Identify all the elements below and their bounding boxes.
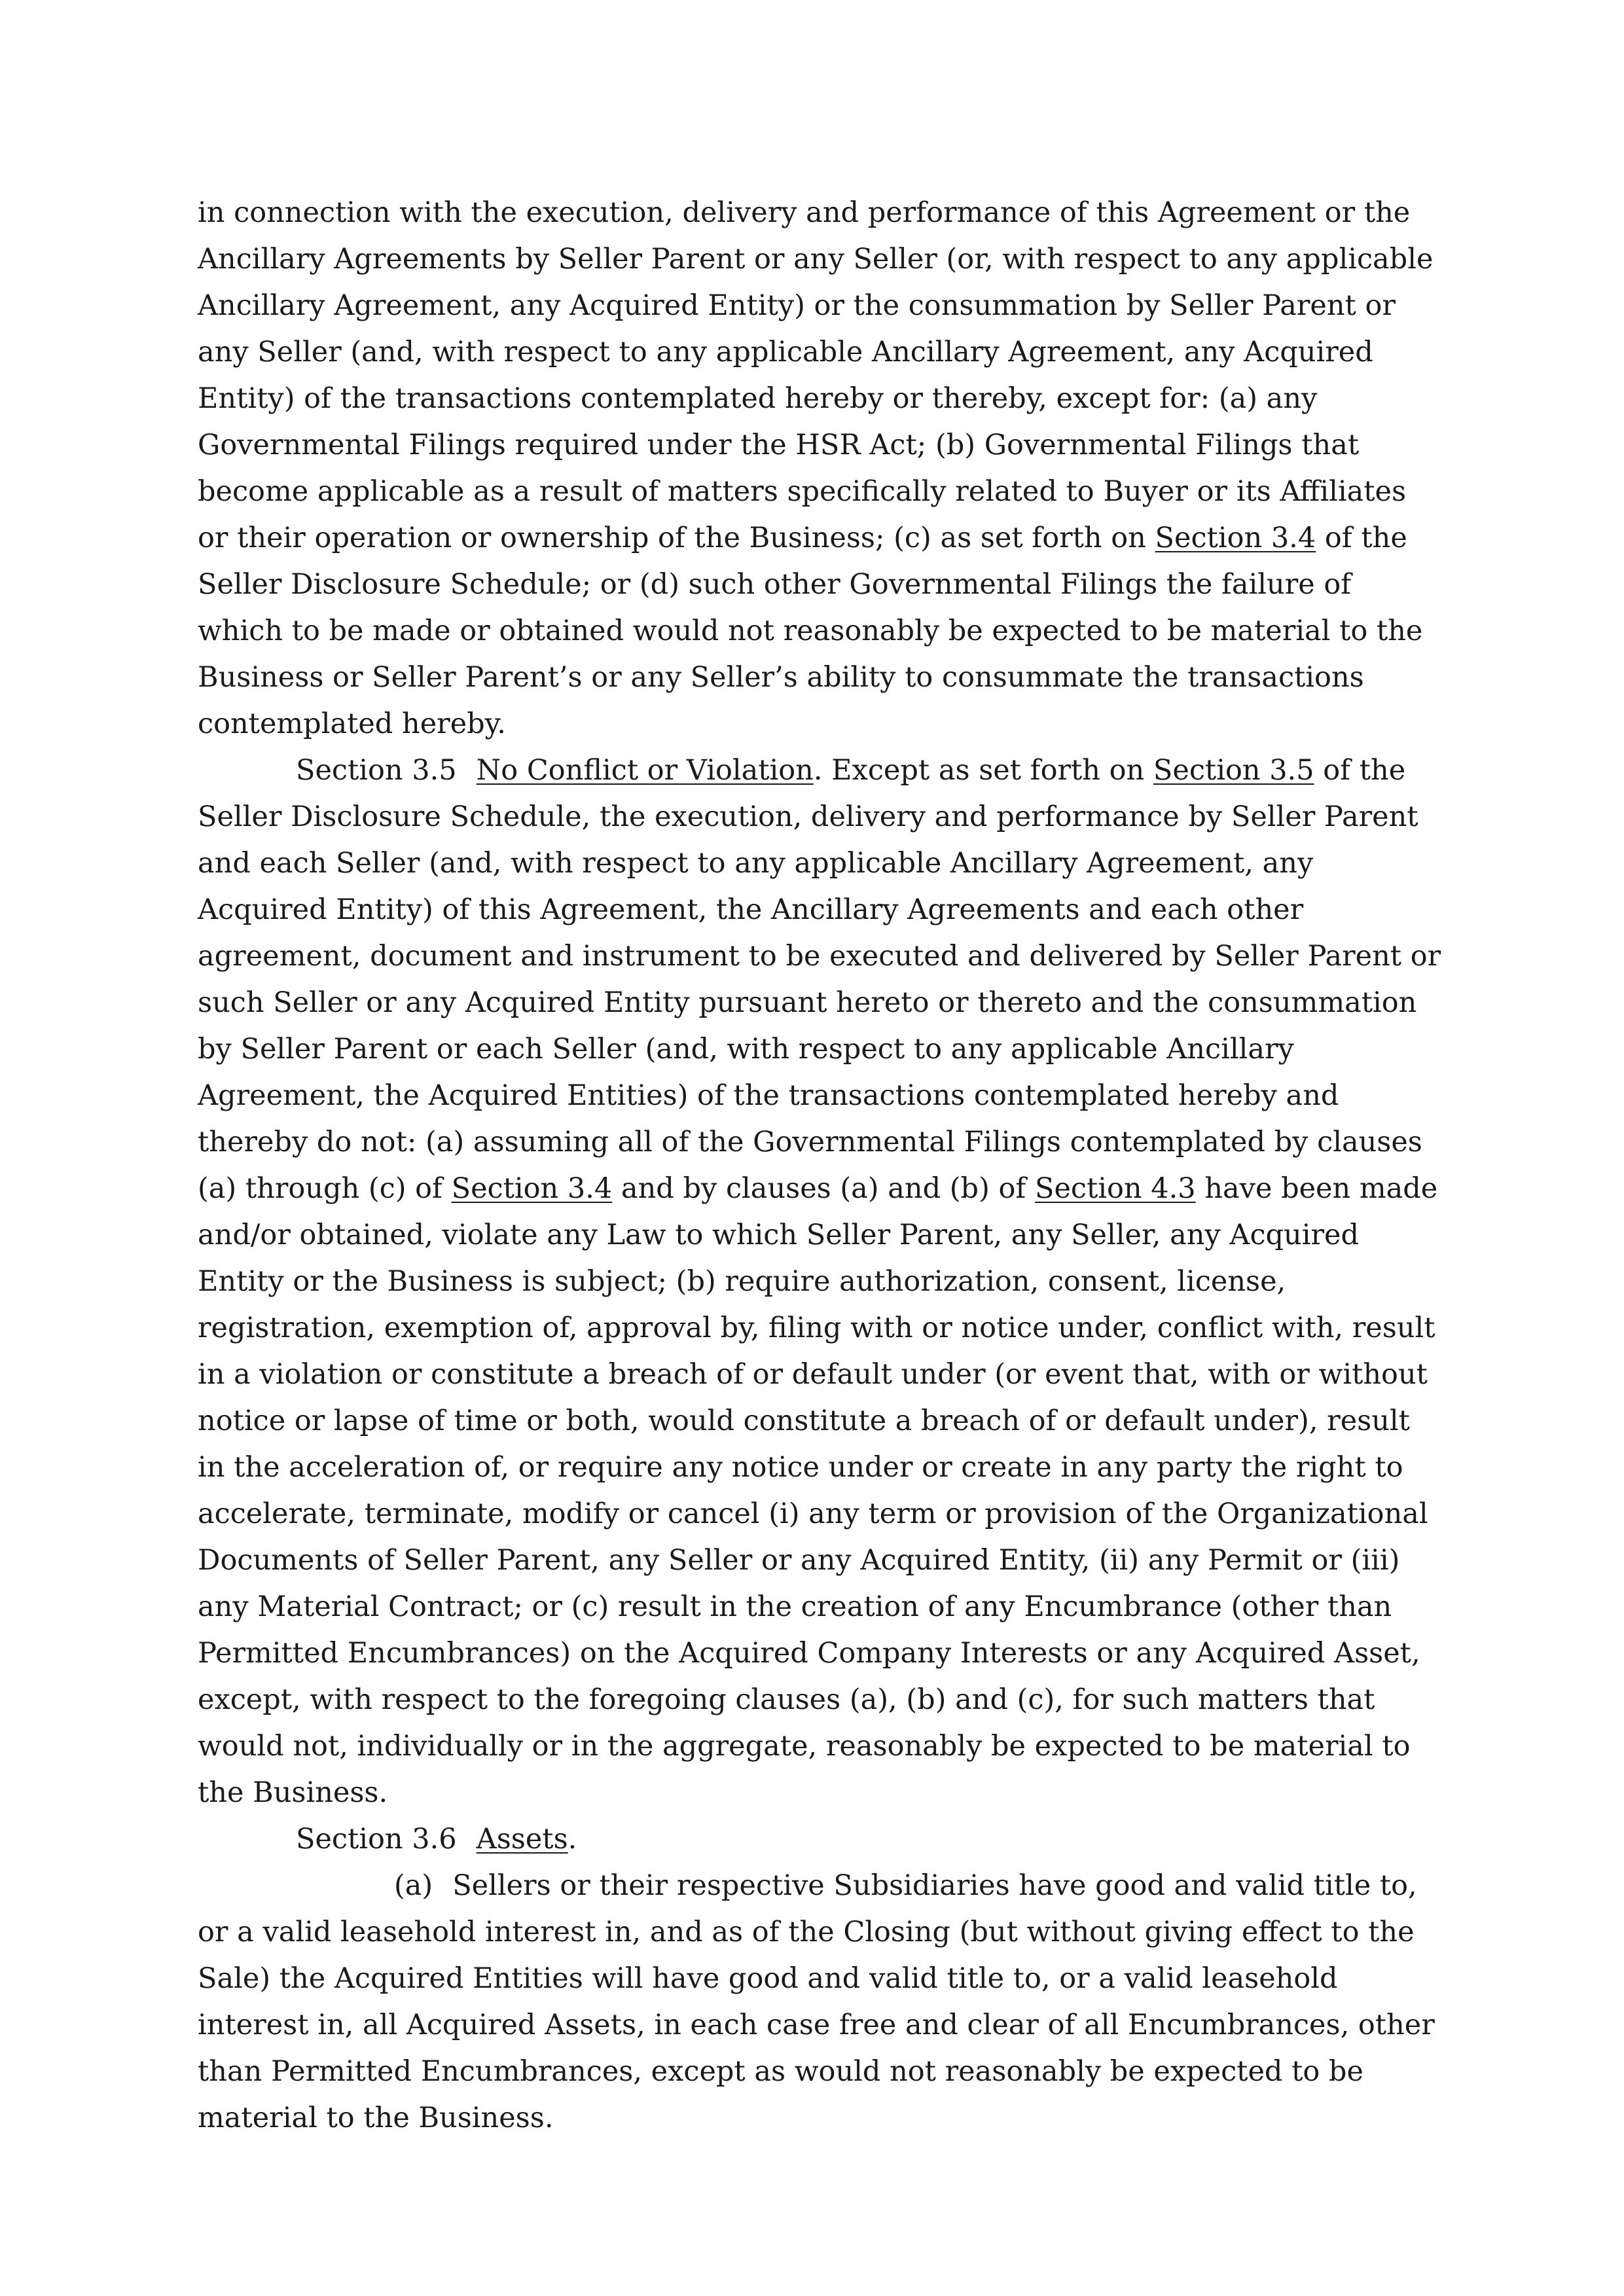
section-3-5-paragraph [198, 747, 1441, 1816]
section-3-6-heading-line [198, 1816, 1441, 1863]
paragraph-text: of the Seller Disclosure Schedule; or (d) such other Governmental Filings the failure of which to be made or obtained would not reasonably be expected to be material to the Business or Seller Parent’s or any Seller’s ability to consummate the transactions contemplated hereby. [198, 522, 1423, 740]
cross-reference-section-3-4: Section 3.4 [1155, 522, 1316, 554]
paragraph-text: of the Seller Disclosure Schedule, the execution, delivery and performance by Seller Parent and each Seller (and, with respect to any applicable Ancillary Agreement, any Acquired Entity) of this Agreement, the Ancillary Agreements and each other agreement, document and instrument to be executed and delivered by Seller Parent or such Seller or any Acquired Entity pursuant hereto or thereto and the consummation by Seller Parent or each Seller (and, with respect to any applicable Ancillary Agreement, the Acquired Entities) of the transactions contemplated hereby and thereby do not: (a) assuming all of the Governmental Filings contemplated by clauses (a) through (c) of [198, 754, 1441, 1205]
paragraph-text: . Except as set forth on [813, 754, 1153, 787]
paragraph-text: in connection with the execution, delivery and performance of this Agreement or the Ancillary Agreements by Seller Parent or any Seller (or, with respect to any applicable Ancillary Agreement, any Acquired Entity) or the consummation by Seller Parent or any Seller (and, with respect to any applicable Ancillary Agreement, any Acquired Entity) of the transactions contemplated hereby or thereby, except for: (a) any Governmental Filings required under the HSR Act; (b) Governmental Filings that become applicable as a result of matters specifically related to Buyer or its Affiliates or their operation or ownership of the Business; (c) as set forth on [198, 196, 1434, 554]
section-heading: No Conflict or Violation [476, 754, 814, 787]
paragraph-text: Sellers or their respective Subsidiaries have good and valid title to, or a valid leasehold interest in, and as of the Closing (but without giving effect to the Sale) the Acquired Entities will have good and valid title to, or a valid leasehold interest in, all Acquired Assets, in each case free and clear of all Encumbrances, other than Permitted Encumbrances, except as would not reasonably be expected to be material to the Business. [198, 1869, 1435, 2134]
section-heading: Assets [476, 1823, 568, 1856]
clause-label: (a) [394, 1869, 433, 1902]
cross-reference-section-3-5: Section 3.5 [1153, 754, 1314, 787]
section-number: Section 3.5 [296, 754, 457, 787]
heading-period: . [568, 1823, 577, 1856]
cross-reference-section-3-4: Section 3.4 [451, 1172, 613, 1205]
cross-reference-section-4-3: Section 4.3 [1035, 1172, 1196, 1205]
section-number: Section 3.6 [296, 1823, 457, 1856]
section-3-6-a-paragraph [198, 1863, 1441, 2142]
document-page [198, 190, 1441, 2142]
paragraph-governmental-filings [198, 190, 1441, 747]
paragraph-text: have been made and/or obtained, violate any Law to which Seller Parent, any Seller, any Acquired Entity or the Business is subject; (b) require authorization, consent, license, registration, exemption of, approval by, filing with or notice under, conflict with, result in a violation or constitute a breach of or default under (or event that, with or without notice or lapse of time or both, would constitute a breach of or default under), result in the acceleration of, or require any notice under or create in any party the right to accelerate, terminate, modify or cancel (i) any term or provision of the Organizational Documents of Seller Parent, any Seller or any Acquired Entity, (ii) any Permit or (iii) any Material Contract; or (c) result in the creation of any Encumbrance (other than Permitted Encumbrances) on the Acquired Company Interests or any Acquired Asset, except, with respect to the foregoing clauses (a), (b) and (c), for such matters that would not, individually or in the aggregate, reasonably be expected to be material to the Business. [198, 1172, 1438, 1809]
paragraph-text: and by clauses (a) and (b) of [612, 1172, 1035, 1205]
